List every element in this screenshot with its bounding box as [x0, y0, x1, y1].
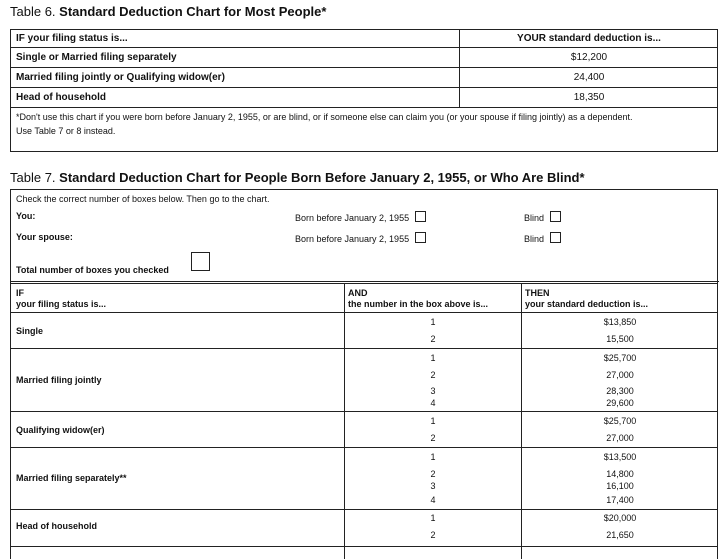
- table6-row-amount: 24,400: [573, 72, 605, 83]
- spouse-blind-checkbox[interactable]: [550, 232, 561, 243]
- col2-header-line1: AND: [348, 288, 368, 298]
- total-boxes-input[interactable]: [191, 252, 210, 271]
- blind-label: Blind: [524, 213, 545, 223]
- box-number: 1: [430, 317, 436, 327]
- deduction-amount: $25,700: [603, 416, 637, 426]
- blind-label: Blind: [524, 234, 545, 244]
- table7-heading: Standard Deduction Chart for People Born Before January 2, 1955, or Who Are Blind*: [59, 170, 585, 185]
- deduction-amount: 27,000: [606, 433, 634, 443]
- table6-row-status: Head of household: [16, 92, 106, 103]
- spouse-label: Your spouse:: [16, 232, 73, 242]
- status-single: Single: [16, 326, 44, 336]
- box-number: 1: [430, 353, 436, 363]
- status-qualifying-widow: Qualifying widow(er): [16, 425, 105, 435]
- box-number: 1: [430, 513, 436, 523]
- you-blind-checkbox[interactable]: [550, 211, 561, 222]
- status-head-of-household: Head of household: [16, 521, 97, 531]
- table6-row-status: Single or Married filing separately: [16, 52, 177, 63]
- you-label: You:: [16, 211, 36, 221]
- deduction-amount: 28,300: [606, 386, 634, 396]
- box-number: 4: [430, 495, 436, 505]
- deduction-amount: 15,500: [606, 334, 634, 344]
- table6-footnote-line1: *Don't use this chart if you were born before January 2, 1955, or are blind, or if someone else can claim you (or your spouse if filing jointly) as a dependent.: [16, 112, 633, 122]
- box-number: 2: [430, 370, 436, 380]
- col2-header-line2: the number in the box above is...: [348, 299, 489, 309]
- you-blind: [524, 211, 561, 223]
- table7-label: Table 7.: [10, 170, 56, 185]
- box-number: 2: [430, 334, 436, 344]
- spouse-blind: [524, 232, 561, 244]
- table6-head-left: IF your filing status is...: [16, 33, 128, 44]
- box-number: 4: [430, 398, 436, 408]
- deduction-amount: 14,800: [606, 469, 634, 479]
- box-number: 3: [430, 481, 436, 491]
- box-number: 2: [430, 530, 436, 540]
- you-born-before: [295, 211, 426, 223]
- table6-row-amount: $12,200: [570, 52, 608, 63]
- deduction-amount: $13,500: [603, 452, 637, 462]
- status-married-jointly: Married filing jointly: [16, 375, 102, 385]
- col1-header-line2: your filing status is...: [16, 299, 107, 309]
- table7-title: [10, 170, 585, 185]
- deduction-amount: 17,400: [606, 495, 634, 505]
- box-number: 2: [430, 469, 436, 479]
- spouse-born-checkbox[interactable]: [415, 232, 426, 243]
- deduction-amount: 21,650: [606, 530, 634, 540]
- table6-heading: Standard Deduction Chart for Most People*: [59, 4, 327, 19]
- col1-header-line1: IF: [16, 288, 24, 298]
- table6-row-status: Married filing jointly or Qualifying widow(er): [16, 72, 225, 83]
- table7-instructions: Check the correct number of boxes below. Then go to the chart.: [16, 194, 270, 204]
- total-boxes-label: Total number of boxes you checked: [16, 265, 169, 275]
- table7: [10, 189, 718, 559]
- table6-head-right: YOUR standard deduction is...: [517, 33, 661, 44]
- spouse-born-before: [295, 232, 426, 244]
- table6-row-amount: 18,350: [573, 92, 605, 103]
- col3-header-line1: THEN: [525, 288, 550, 298]
- deduction-amount: 16,100: [606, 481, 634, 491]
- status-married-separately: Married filing separately**: [16, 473, 127, 483]
- box-number: 1: [430, 416, 436, 426]
- table6-footnote-line2: Use Table 7 or 8 instead.: [16, 126, 116, 136]
- deduction-amount: $13,850: [603, 317, 637, 327]
- col3-header-line2: your standard deduction is...: [525, 299, 649, 309]
- you-born-checkbox[interactable]: [415, 211, 426, 222]
- deduction-amount: $25,700: [603, 353, 637, 363]
- deduction-amount: 27,000: [606, 370, 634, 380]
- deduction-amount: 29,600: [606, 398, 634, 408]
- table6-label: Table 6.: [10, 4, 56, 19]
- born-before-label: Born before January 2, 1955: [295, 213, 410, 223]
- born-before-label: Born before January 2, 1955: [295, 234, 410, 244]
- table6: [10, 29, 718, 152]
- box-number: 2: [430, 433, 436, 443]
- table6-title: [10, 4, 326, 19]
- box-number: 3: [430, 386, 436, 396]
- deduction-amount: $20,000: [603, 513, 637, 523]
- box-number: 1: [430, 452, 436, 462]
